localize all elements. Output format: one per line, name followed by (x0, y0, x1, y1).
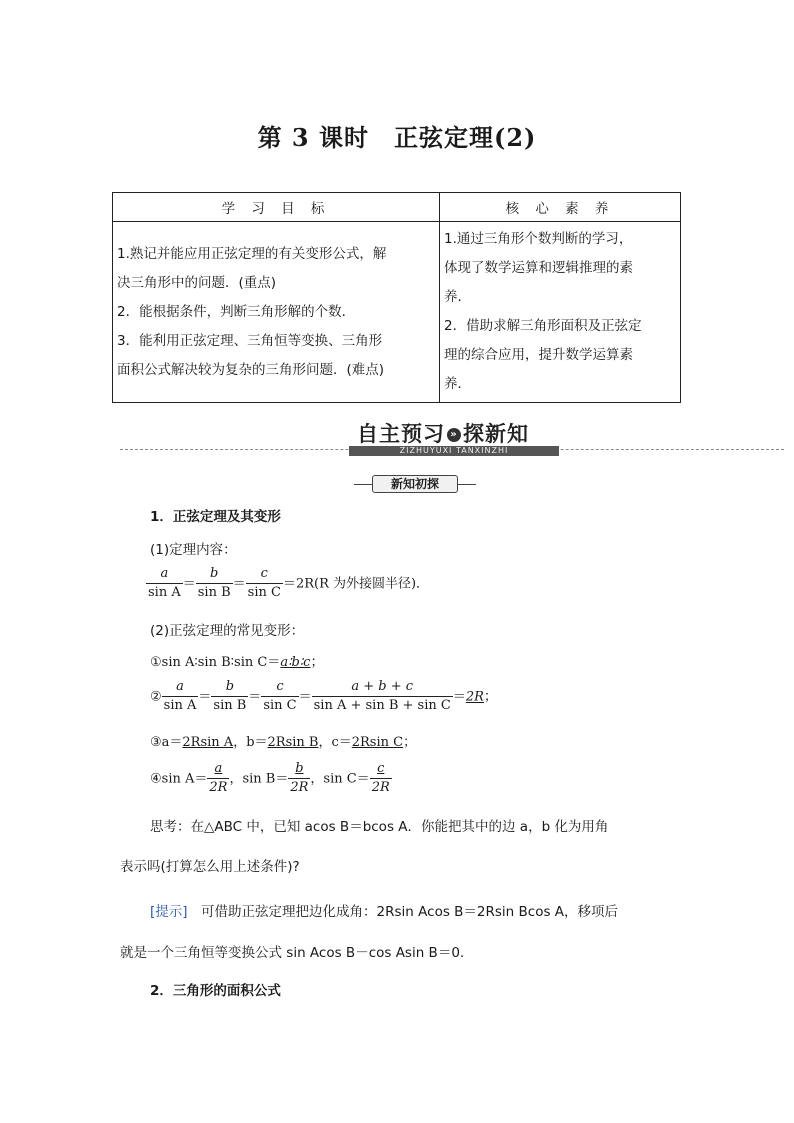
banner-main-right: 探新知 (463, 422, 529, 446)
core-literacy-cell (440, 222, 681, 403)
theorem-content-label: (1)定理内容： (150, 542, 237, 558)
fraction: $\frac{b}{\text{sin B}}$ (197, 566, 231, 600)
goal-line: 决三角形中的问题．(重点) (117, 275, 277, 291)
section-1-heading: 1．正弦定理及其变形 (150, 509, 281, 525)
learning-goals-cell (113, 222, 440, 403)
double-chevron-icon: » (447, 428, 461, 442)
hint-label: [提示] (150, 904, 188, 920)
goal-line: 2．能根据条件，判断三角形解的个数． (117, 304, 356, 320)
sine-rule-equation: $\frac{a}{\text{sin A}}$ ＝ $\frac{b}{\text{sin B}}$ ＝ $\frac{c}{\text{sin C}}$ ＝2R(R 为外接圆半径)． (148, 566, 430, 600)
tag-rule-right (458, 484, 476, 485)
variant-sines: ④sin A＝ $\frac{a}{2R}$ ，sin B＝ $\frac{b}{2R}$ ，sin C＝ $\frac{c}{2R}$ (150, 761, 390, 795)
goal-line: 1.熟记并能应用正弦定理的有关变形公式，解 (117, 246, 387, 262)
variant-sides: ③a＝2Rsin A，b＝2Rsin B，c＝2Rsin C； (150, 735, 417, 750)
fraction: $\frac{c}{\text{sin C}}$ (247, 566, 281, 600)
think-question-line-1: 思考：在△ABC 中，已知 acos B＝bcos A．你能把其中的边 a，b 化为用角 (150, 819, 609, 835)
banner-main-left: 自主预习 (357, 422, 445, 446)
think-question-line-2: 表示吗(打算怎么用上述条件)? (120, 859, 300, 875)
page-title: 第 3 课时 正弦定理(2) (257, 123, 537, 152)
objectives-header-left: 学 习 目 标 (113, 193, 440, 222)
goal-line: 面积公式解决较为复杂的三角形问题．(难点) (117, 362, 385, 378)
hint-line-1: [提示] 可借助正弦定理把边化成角：2Rsin Acos B＝2Rsin Bcos A，移项后 (150, 904, 619, 920)
literacy-line: 养． (444, 289, 471, 305)
literacy-line: 养． (444, 376, 471, 392)
goal-line: 3．能利用正弦定理、三角恒等变换、三角形 (117, 333, 383, 349)
fraction: $\frac{a}{\text{sin A}}$ (148, 566, 181, 600)
literacy-line: 体现了数学运算和逻辑推理的素 (444, 260, 633, 276)
literacy-line: 理的综合应用，提升数学运算素 (444, 347, 633, 363)
variants-label: (2)正弦定理的常见变形： (150, 623, 305, 639)
literacy-line: 1.通过三角形个数判断的学习， (444, 231, 633, 247)
objectives-header-right: 核 心 素 养 (440, 193, 681, 222)
variant-ratio: ①sin A∶sin B∶sin C＝a∶b∶c； (150, 654, 324, 670)
section-banner (357, 418, 537, 446)
variant-equal-ratio: ② $\frac{a}{\text{sin A}}$ ＝ $\frac{b}{\text{sin B}}$ ＝ $\frac{c}{\text{sin C}}$ ＝ $\frac{a + b + c}{\text{sin A + sin B + sin C}}$ ＝2R； (150, 679, 498, 713)
banner-subtitle: ZIZHUYUXI TANXINZHI (349, 446, 559, 456)
literacy-line: 2．借助求解三角形面积及正弦定 (444, 318, 642, 334)
tag-rule-left (354, 484, 372, 485)
hint-line-2: 就是一个三角恒等变换公式 sin Acos B－cos Asin B＝0. (120, 945, 465, 961)
section-tag: 新知初探 (372, 475, 458, 493)
objectives-table (112, 192, 681, 403)
section-2-heading: 2．三角形的面积公式 (150, 983, 281, 999)
